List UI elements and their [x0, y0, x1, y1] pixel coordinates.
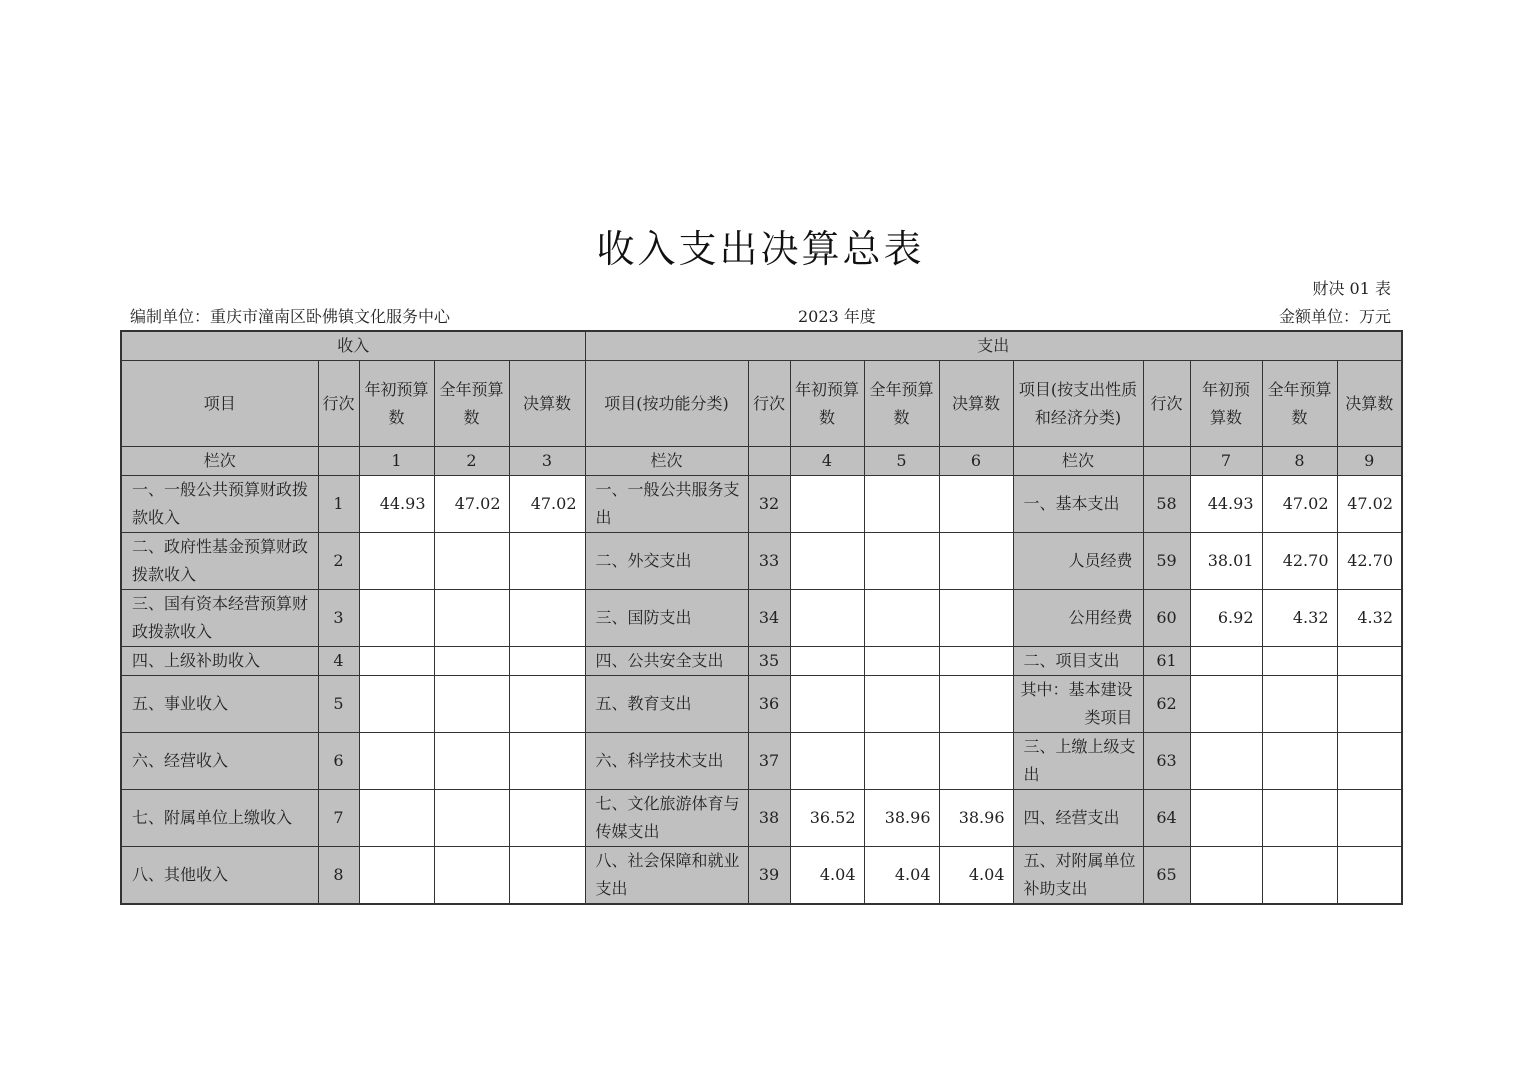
income-line-number: 6 [318, 733, 359, 790]
expense-functional-initial-budget-value [790, 533, 864, 590]
header-line: 行次 [1143, 361, 1190, 447]
expense-economic-annual-budget-value [1262, 790, 1337, 847]
table-row [121, 847, 1402, 905]
expense-economic-item-label: 公用经费 [1013, 590, 1143, 647]
income-item-label: 四、上级补助收入 [121, 647, 318, 676]
table-row [121, 733, 1402, 790]
header-line: 行次 [748, 361, 790, 447]
column-index-cell: 3 [509, 447, 585, 476]
header-annual-budget: 全年预算数 [1262, 361, 1337, 447]
header-final: 决算数 [1337, 361, 1402, 447]
income-final-value [509, 647, 585, 676]
fiscal-year: 2023 年度 [798, 307, 876, 326]
income-initial-budget-value [359, 533, 434, 590]
form-number: 财决 01 表 [1312, 279, 1391, 298]
expense-economic-initial-budget-value: 44.93 [1190, 476, 1262, 533]
expense-functional-line-number: 32 [748, 476, 790, 533]
expense-economic-annual-budget-value [1262, 676, 1337, 733]
expense-economic-item-label: 四、经营支出 [1013, 790, 1143, 847]
expense-functional-annual-budget-value: 4.04 [864, 847, 939, 905]
expense-functional-item-label: 四、公共安全支出 [585, 647, 748, 676]
expense-economic-annual-budget-value: 47.02 [1262, 476, 1337, 533]
expense-economic-annual-budget-value: 42.70 [1262, 533, 1337, 590]
column-index-label: 栏次 [1013, 447, 1143, 476]
expense-functional-final-value: 38.96 [939, 790, 1013, 847]
expense-economic-initial-budget-value [1190, 847, 1262, 905]
expense-functional-annual-budget-value: 38.96 [864, 790, 939, 847]
expense-economic-final-value: 47.02 [1337, 476, 1402, 533]
expense-economic-line-number: 63 [1143, 733, 1190, 790]
income-item-label: 五、事业收入 [121, 676, 318, 733]
header-final: 决算数 [939, 361, 1013, 447]
income-final-value [509, 676, 585, 733]
expense-economic-item-label: 二、项目支出 [1013, 647, 1143, 676]
header-initial-budget: 年初预算数 [359, 361, 434, 447]
expense-functional-line-number: 39 [748, 847, 790, 905]
page-title: 收入支出决算总表 [596, 227, 925, 271]
column-index-cell: 7 [1190, 447, 1262, 476]
income-item-label: 一、一般公共预算财政拨款收入 [121, 476, 318, 533]
expense-functional-item-label: 五、教育支出 [585, 676, 748, 733]
expense-economic-initial-budget-value [1190, 733, 1262, 790]
expense-economic-line-number: 59 [1143, 533, 1190, 590]
header-item: 项目 [121, 361, 318, 447]
column-index-cell: 5 [864, 447, 939, 476]
column-index-label: 栏次 [585, 447, 748, 476]
expense-economic-final-value [1337, 733, 1402, 790]
income-line-number: 3 [318, 590, 359, 647]
income-annual-budget-value [434, 533, 509, 590]
expense-functional-item-label: 二、外交支出 [585, 533, 748, 590]
expense-economic-final-value [1337, 676, 1402, 733]
column-index-cell: 2 [434, 447, 509, 476]
expense-functional-annual-budget-value [864, 590, 939, 647]
expense-functional-final-value [939, 590, 1013, 647]
header-initial-budget: 年初预算数 [1190, 361, 1262, 447]
expense-functional-final-value [939, 676, 1013, 733]
income-annual-budget-value [434, 733, 509, 790]
income-annual-budget-value: 47.02 [434, 476, 509, 533]
header-annual-budget: 全年预算数 [864, 361, 939, 447]
amount-unit: 金额单位：万元 [1278, 307, 1391, 326]
income-line-number: 4 [318, 647, 359, 676]
column-index-cell [748, 447, 790, 476]
expense-economic-final-value: 42.70 [1337, 533, 1402, 590]
compiling-unit: 编制单位：重庆市潼南区卧佛镇文化服务中心 [130, 307, 451, 326]
expense-economic-initial-budget-value [1190, 647, 1262, 676]
expense-functional-line-number: 33 [748, 533, 790, 590]
table-row [121, 676, 1402, 733]
expense-functional-initial-budget-value [790, 733, 864, 790]
expense-economic-item-label: 人员经费 [1013, 533, 1143, 590]
expense-section-header: 支出 [585, 331, 1402, 361]
expense-economic-line-number: 62 [1143, 676, 1190, 733]
income-line-number: 1 [318, 476, 359, 533]
income-item-label: 三、国有资本经营预算财政拨款收入 [121, 590, 318, 647]
income-final-value [509, 590, 585, 647]
income-line-number: 8 [318, 847, 359, 905]
income-initial-budget-value [359, 790, 434, 847]
expense-economic-annual-budget-value [1262, 647, 1337, 676]
income-final-value [509, 533, 585, 590]
income-initial-budget-value: 44.93 [359, 476, 434, 533]
expense-functional-initial-budget-value [790, 590, 864, 647]
income-line-number: 7 [318, 790, 359, 847]
header-final: 决算数 [509, 361, 585, 447]
expense-functional-final-value [939, 533, 1013, 590]
income-initial-budget-value [359, 733, 434, 790]
column-index-cell: 9 [1337, 447, 1402, 476]
column-index-cell [1143, 447, 1190, 476]
income-annual-budget-value [434, 590, 509, 647]
income-line-number: 2 [318, 533, 359, 590]
income-section-header: 收入 [121, 331, 585, 361]
expense-economic-line-number: 64 [1143, 790, 1190, 847]
expense-functional-item-label: 七、文化旅游体育与传媒支出 [585, 790, 748, 847]
expense-economic-item-label: 三、上缴上级支出 [1013, 733, 1143, 790]
expense-functional-line-number: 37 [748, 733, 790, 790]
income-initial-budget-value [359, 590, 434, 647]
expense-functional-final-value [939, 476, 1013, 533]
expense-functional-line-number: 36 [748, 676, 790, 733]
income-final-value: 47.02 [509, 476, 585, 533]
expense-economic-line-number: 58 [1143, 476, 1190, 533]
expense-economic-final-value [1337, 847, 1402, 905]
income-initial-budget-value [359, 847, 434, 905]
expense-functional-annual-budget-value [864, 476, 939, 533]
header-item-functional: 项目(按功能分类) [585, 361, 748, 447]
header-item-economic: 项目(按支出性质和经济分类) [1013, 361, 1143, 447]
expense-functional-initial-budget-value [790, 676, 864, 733]
expense-economic-line-number: 65 [1143, 847, 1190, 905]
income-annual-budget-value [434, 790, 509, 847]
income-annual-budget-value [434, 847, 509, 905]
expense-economic-line-number: 61 [1143, 647, 1190, 676]
expense-economic-initial-budget-value: 38.01 [1190, 533, 1262, 590]
income-item-label: 八、其他收入 [121, 847, 318, 905]
summary-table [120, 330, 1403, 905]
income-annual-budget-value [434, 647, 509, 676]
expense-economic-final-value [1337, 647, 1402, 676]
expense-economic-item-label: 一、基本支出 [1013, 476, 1143, 533]
expense-functional-initial-budget-value: 4.04 [790, 847, 864, 905]
income-annual-budget-value [434, 676, 509, 733]
table-row [121, 590, 1402, 647]
expense-economic-annual-budget-value [1262, 733, 1337, 790]
header-annual-budget: 全年预算数 [434, 361, 509, 447]
expense-functional-annual-budget-value [864, 647, 939, 676]
expense-functional-line-number: 34 [748, 590, 790, 647]
expense-functional-line-number: 35 [748, 647, 790, 676]
income-final-value [509, 847, 585, 905]
expense-functional-initial-budget-value [790, 476, 864, 533]
column-index-cell: 8 [1262, 447, 1337, 476]
header-initial-budget: 年初预算数 [790, 361, 864, 447]
income-initial-budget-value [359, 676, 434, 733]
expense-functional-annual-budget-value [864, 676, 939, 733]
expense-functional-annual-budget-value [864, 533, 939, 590]
expense-functional-final-value [939, 647, 1013, 676]
income-initial-budget-value [359, 647, 434, 676]
expense-economic-annual-budget-value [1262, 847, 1337, 905]
expense-economic-initial-budget-value [1190, 676, 1262, 733]
expense-functional-line-number: 38 [748, 790, 790, 847]
table-row [121, 476, 1402, 533]
table-row [121, 647, 1402, 676]
table-row [121, 790, 1402, 847]
income-item-label: 七、附属单位上缴收入 [121, 790, 318, 847]
income-item-label: 六、经营收入 [121, 733, 318, 790]
expense-economic-item-label: 五、对附属单位补助支出 [1013, 847, 1143, 905]
expense-functional-final-value: 4.04 [939, 847, 1013, 905]
column-index-cell: 4 [790, 447, 864, 476]
income-item-label: 二、政府性基金预算财政拨款收入 [121, 533, 318, 590]
expense-economic-annual-budget-value: 4.32 [1262, 590, 1337, 647]
expense-functional-final-value [939, 733, 1013, 790]
expense-functional-item-label: 三、国防支出 [585, 590, 748, 647]
expense-functional-initial-budget-value: 36.52 [790, 790, 864, 847]
income-line-number: 5 [318, 676, 359, 733]
expense-economic-item-label: 其中：基本建设类项目 [1013, 676, 1143, 733]
expense-economic-initial-budget-value: 6.92 [1190, 590, 1262, 647]
expense-functional-annual-budget-value [864, 733, 939, 790]
expense-economic-final-value [1337, 790, 1402, 847]
expense-economic-final-value: 4.32 [1337, 590, 1402, 647]
expense-economic-initial-budget-value [1190, 790, 1262, 847]
expense-functional-item-label: 一、一般公共服务支出 [585, 476, 748, 533]
expense-functional-initial-budget-value [790, 647, 864, 676]
column-index-cell: 6 [939, 447, 1013, 476]
income-final-value [509, 733, 585, 790]
income-final-value [509, 790, 585, 847]
column-index-cell: 1 [359, 447, 434, 476]
expense-economic-line-number: 60 [1143, 590, 1190, 647]
expense-functional-item-label: 八、社会保障和就业支出 [585, 847, 748, 905]
column-index-cell [318, 447, 359, 476]
table-row [121, 533, 1402, 590]
expense-functional-item-label: 六、科学技术支出 [585, 733, 748, 790]
column-index-label: 栏次 [121, 447, 318, 476]
header-line: 行次 [318, 361, 359, 447]
